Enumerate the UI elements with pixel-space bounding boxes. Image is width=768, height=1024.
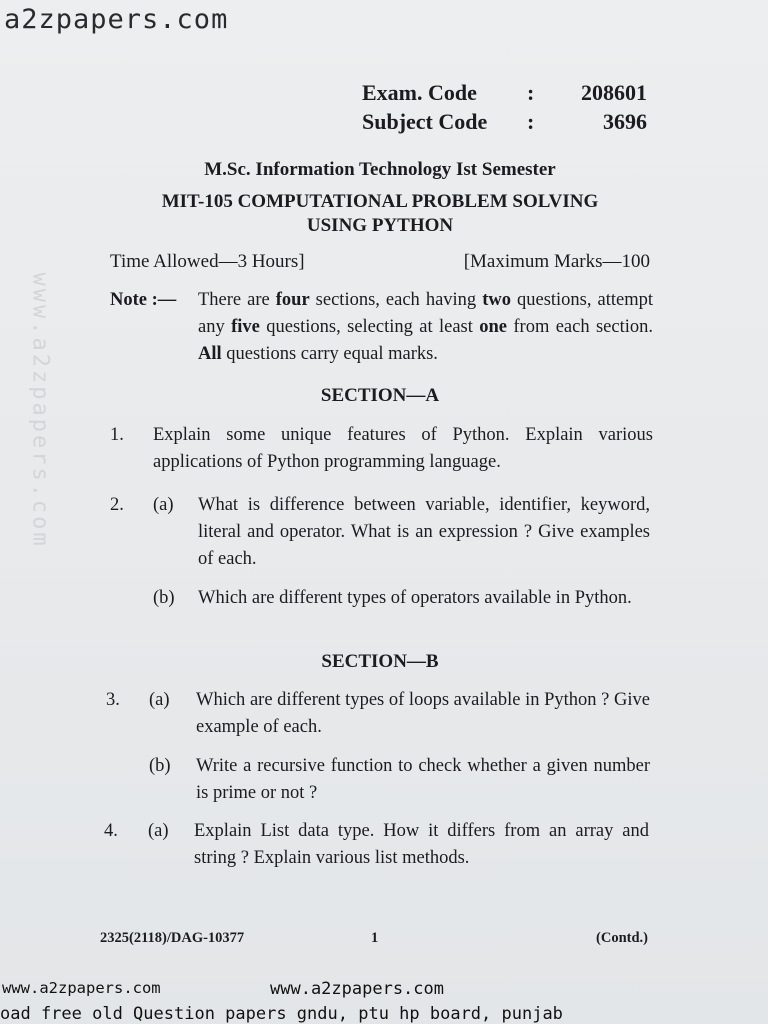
note-bold-all: All	[198, 344, 222, 364]
note-bold-two: two	[482, 290, 511, 310]
question-text: Write a recursive function to check whether a given number is prime or not ?	[196, 756, 650, 803]
subject-code-label: Subject Code	[362, 109, 488, 134]
subject-code-colon: :	[527, 109, 535, 134]
subject-code-row	[362, 109, 647, 138]
exam-code-row	[362, 80, 647, 109]
section-a-heading: SECTION—A	[320, 385, 440, 406]
question-number: 3.	[106, 690, 120, 710]
section-b-heading: SECTION—B	[321, 651, 439, 672]
note-text-1: There are	[198, 290, 276, 310]
note-text-6: questions carry equal marks.	[221, 344, 438, 364]
course-title	[100, 190, 660, 238]
bottom-watermark-left: www.a2zpapers.com	[2, 979, 161, 997]
paper-code: 2325(2118)/DAG-10377	[100, 930, 245, 946]
watermark-top: a2zpapers.com	[4, 4, 229, 35]
question-text: Explain List data type. How it differs from an array and string ? Explain various list methods.	[194, 821, 649, 868]
course-title-line1: MIT-105 COMPUTATIONAL PROBLEM SOLVING	[161, 191, 599, 212]
course-title-line2: USING PYTHON	[306, 215, 454, 236]
exam-codes	[362, 80, 647, 138]
bottom-watermark-line: oad free old Question papers gndu, ptu hp board, punjab	[0, 1004, 563, 1024]
note-text-4: questions, selecting at least	[259, 317, 480, 337]
question-text: Which are different types of loops available in Python ? Give example of each.	[196, 690, 650, 737]
side-watermark: www.a2zpapers.com	[27, 272, 53, 549]
question-part-label: (a)	[148, 821, 169, 841]
question-number: 1.	[110, 425, 124, 445]
question-part-label: (b)	[153, 588, 175, 608]
note-text	[198, 287, 653, 368]
note-text-3: questions, attempt any	[198, 290, 653, 337]
note-label: Note :—	[110, 290, 177, 310]
time-allowed: Time Allowed—3 Hours]	[110, 251, 305, 272]
note-bold-four: four	[275, 290, 310, 310]
question-text: Explain some unique features of Python. Explain various applications of Python programming language.	[153, 425, 653, 472]
question-part-label: (b)	[149, 756, 171, 776]
exam-code-value: 208601	[581, 80, 647, 105]
note-bold-one: one	[479, 317, 507, 337]
subject-code-value: 3696	[603, 109, 647, 134]
note-text-2: sections, each having	[309, 290, 483, 310]
question-number: 2.	[110, 495, 124, 515]
exam-code-label: Exam. Code	[362, 80, 477, 105]
question-number: 4.	[104, 821, 118, 841]
question-part-label: (a)	[153, 495, 174, 515]
note-bold-five: five	[231, 317, 260, 337]
maximum-marks: [Maximum Marks—100	[463, 251, 650, 272]
contd-label: (Contd.)	[596, 930, 648, 946]
exam-code-colon: :	[527, 80, 535, 105]
question-part-label: (a)	[149, 690, 170, 710]
note-text-5: from each section.	[507, 317, 653, 337]
exam-meta	[110, 251, 650, 273]
bottom-watermark-center: www.a2zpapers.com	[270, 979, 444, 999]
program-title: M.Sc. Information Technology Ist Semester	[204, 159, 556, 180]
page-number: 1	[371, 930, 379, 946]
question-text: What is difference between variable, identifier, keyword, literal and operator. What is an expression ? Give examples of each.	[198, 495, 650, 569]
question-text: Which are different types of operators available in Python.	[198, 588, 632, 608]
